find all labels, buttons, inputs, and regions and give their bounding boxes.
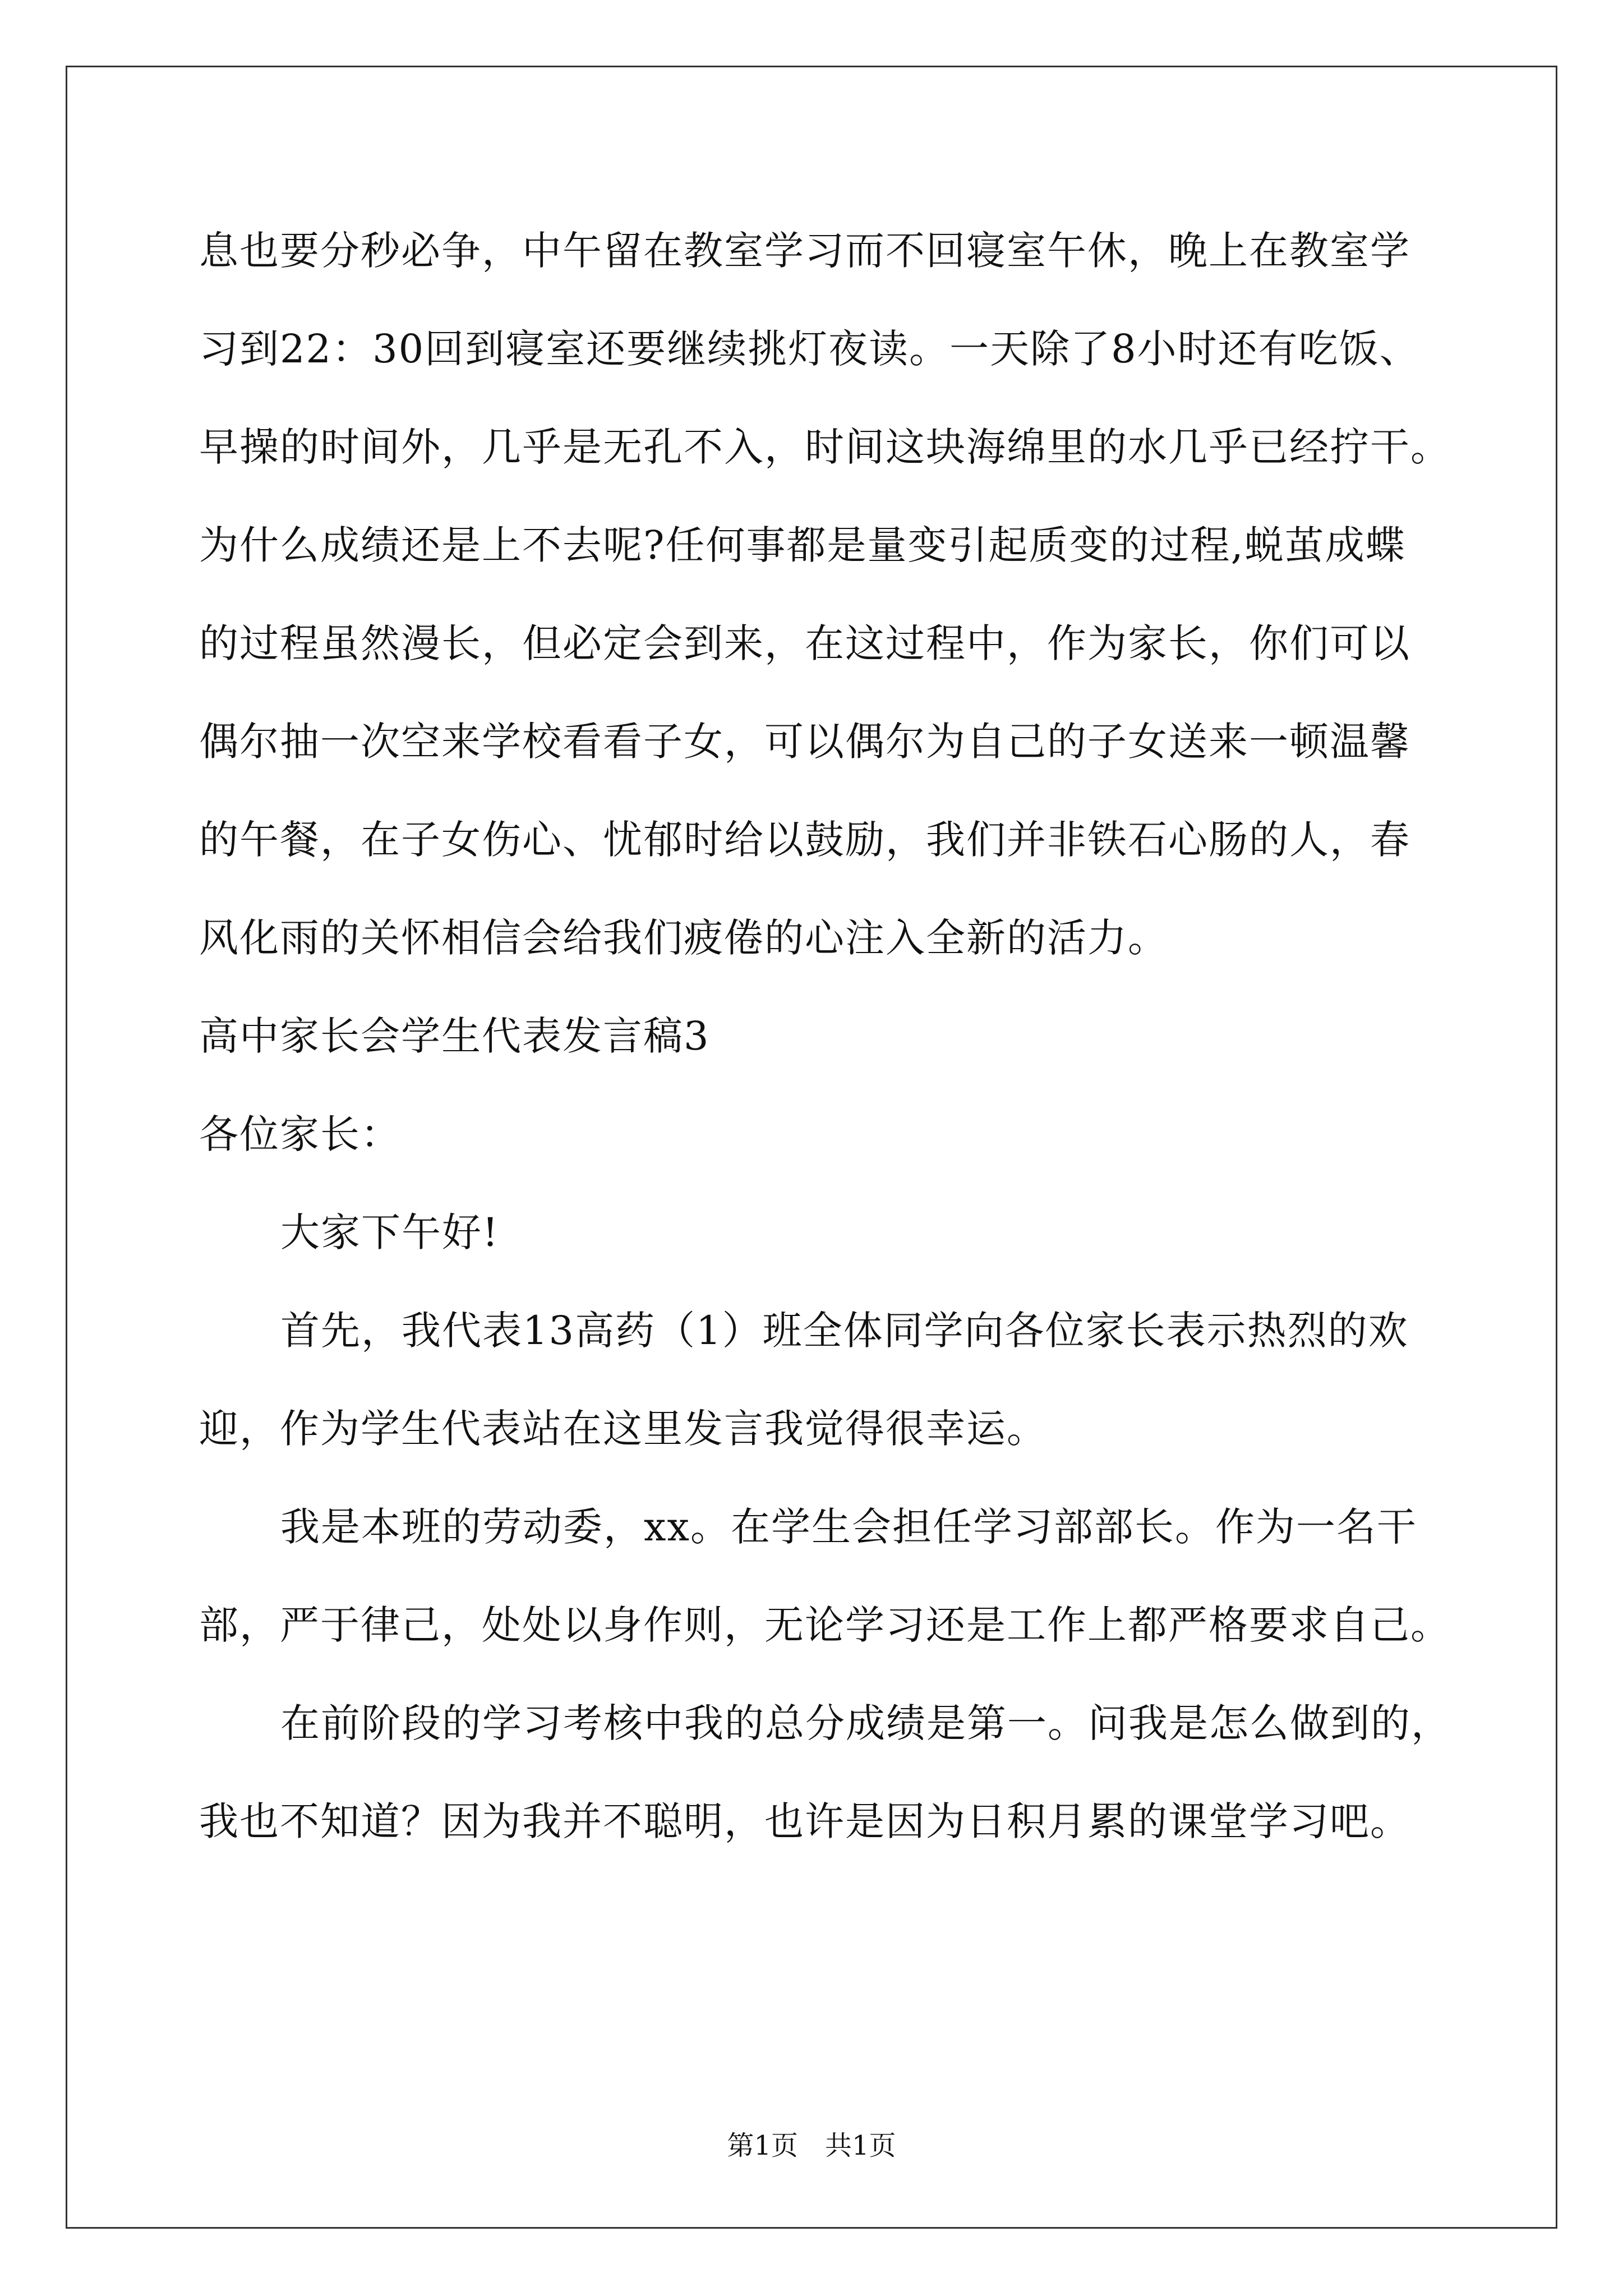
- page-number-footer: 第1页 共1页: [727, 2130, 896, 2161]
- text-line: 早操的时间外，几乎是无孔不入，时间这块海绵里的水几乎已经拧干。: [199, 424, 1451, 470]
- text-line: 部，严于律己，处处以身作则，无论学习还是工作上都严格要求自己。: [199, 1602, 1451, 1648]
- text-line: 我是本班的劳动委，xx。在学生会担任学习部部长。作为一名干: [280, 1504, 1417, 1550]
- text-line: 迎，作为学生代表站在这里发言我觉得很幸运。: [199, 1406, 1047, 1452]
- text-line: 习到22：30回到寝室还要继续挑灯夜读。一天除了8小时还有吃饭、: [199, 326, 1420, 372]
- text-line: 首先，我代表13高药（1）班全体同学向各位家长表示热烈的欢: [280, 1308, 1409, 1354]
- text-line: 息也要分秒必争，中午留在教室学习而不回寝室午休，晚上在教室学: [199, 228, 1410, 274]
- text-line: 偶尔抽一次空来学校看看子女，可以偶尔为自己的子女送来一顿温馨: [199, 719, 1410, 765]
- section-heading: 高中家长会学生代表发言稿3: [199, 1013, 710, 1059]
- text-line: 我也不知道？因为我并不聪明，也许是因为日积月累的课堂学习吧。: [199, 1798, 1410, 1844]
- document-body: [199, 202, 1451, 1871]
- text-line: 风化雨的关怀相信会给我们疲倦的心注入全新的活力。: [199, 915, 1168, 961]
- text-line: 的过程虽然漫长，但必定会到来，在这过程中，作为家长，你们可以: [199, 620, 1410, 666]
- text-line: 在前阶段的学习考核中我的总分成绩是第一。问我是怎么做到的，: [280, 1700, 1451, 1746]
- text-line: 为什么成绩还是上不去呢?任何事都是量变引起质变的过程,蜕茧成蝶: [199, 522, 1406, 568]
- text-line: 的午餐，在子女伤心、忧郁时给以鼓励，我们并非铁石心肠的人，春: [199, 817, 1410, 863]
- salutation: 各位家长：: [199, 1111, 401, 1157]
- greeting: 大家下午好!: [280, 1209, 500, 1255]
